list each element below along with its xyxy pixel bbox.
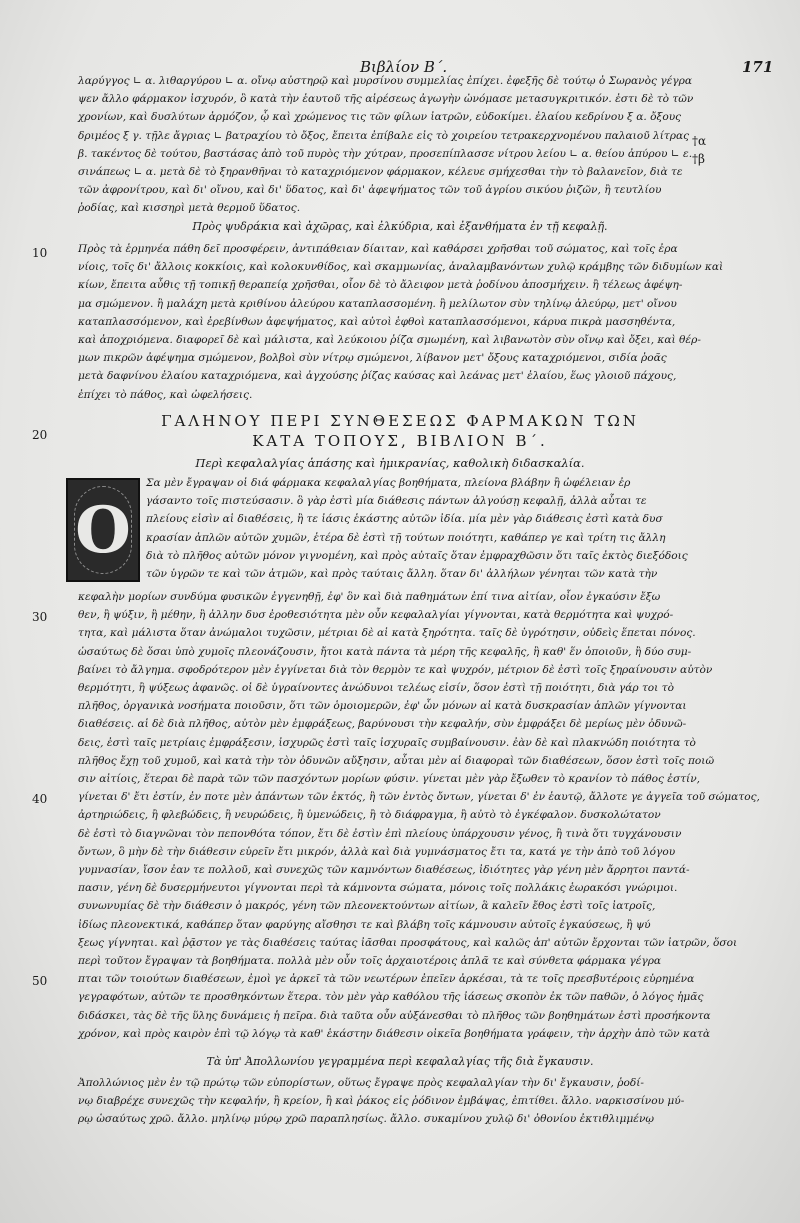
text-line: δριμέος ξ γ. τῇλε ἄγριας ∟ βατραχίου τὸ ὄξος, ἔπειτα ἐπίβαλε εἰς τὸ χοιρείου τετρακερχνομένου παλαιοῦ λίτρας (78, 129, 690, 142)
section-heading-apollonius: Τὰ ὑπ' Ἀπολλωνίου γεγραμμένα περὶ κεφαλαλγίας τῆς διὰ ἔγκαυσιν. (206, 1055, 594, 1068)
text-line: γίνεται δ' ἔτι ἐστίν, ἐν ποτε μὲν ἀπάντων τῶν ἐκτός, ἢ τῶν ἐντὸς ὄντων, γίνεται δ' ἐν ἑαυτῷ, ἄλλοτε γε ἀγγεῖα τοῦ σώματος, (78, 791, 760, 804)
text-line: βαίνει τὸ ἄλγημα. σφοδρότερον μὲν ἐγγίνεται διὰ τὸν θερμὸν τε καὶ ψυχρόν, μέτριον δὲ ἐστὶ τοῖς ξηραίνουσιν αὐτὸν (78, 663, 713, 676)
text-line: μετὰ δαφνίνου ἐλαίου καταχριόμενα, καὶ ἀγχούσης ῥίζας καύσας καὶ λεάνας μετ' ἐλαίου, ἕως γλοιοῦ πάχους, (78, 370, 677, 383)
text-line: μα σμώμενον. ἢ μαλάχη μετὰ κριθίνου ἀλεύρου καταπλασσομένη. ἢ μελίλωτον σὺν τηλίνῳ ἀλεύρῳ, μετ' οἴνου (78, 297, 677, 310)
text-line: πλῆθος, ὀργανικὰ νοσήματα ποιοῦσιν, ὅτι τῶν ὁμοιομερῶν, ἐφ' ὧν μόνων αἱ κατὰ δυσκρασίαν ἁπλῶν γίγνονται (78, 700, 687, 713)
text-line: ἀρτηριώδεις, ἢ φλεβώδεις, ἢ νευρώδεις, ἢ ὑμενώδεις, ἢ τὸ διάφραγμα, ἢ αὐτὸ τὸ ἐγκέφαλον. δυσκολώτατον (78, 809, 661, 822)
margin-line-number-40: 40 (32, 792, 48, 806)
section-heading-psydrakia: Πρὸς ψυδράκια καὶ ἀχῶρας, καὶ ἐλκύδρια, καὶ ἐξανθήματα ἐν τῇ κεφαλῇ. (192, 220, 608, 233)
text-line: γεγραφότων, αὐτῶν τε προσθηκόντων ἕτερα. τὸν μὲν γὰρ καθόλου τῆς ἰάσεως σκοπὸν ἐκ τῶν παθῶν, ὁ λόγος ἡμᾶς (78, 991, 704, 1004)
text-line: σιν αἰτίοις, ἕτεραι δὲ παρὰ τῶν τῶν πασχόντων μορίων φύσιν. γίνεται μὲν γὰρ ἔξωθεν τὸ κρανίον τὸ πάθος ἐστίν, (78, 773, 701, 786)
text-line: χρονίων, καὶ δυσλύτων ἁρμόζον, ᾧ καὶ χρώμενος τις τῶν φίλων ἰατρῶν, εὐδοκίμει. ἐλαίου κεδρίνου ξ α. ὄξους (78, 111, 682, 124)
chapter-subtitle: Περὶ κεφαλαλγίας ἁπάσης καὶ ἡμικρανίας, καθολικὴ διδασκαλία. (195, 456, 585, 470)
text-line: ὡσαύτως δὲ ὅσαι ὑπὸ χυμοῖς πλεονάζουσιν, ἤτοι κατὰ πάντα τὰ μέρη τῆς κεφαλῆς, ἢ καθ' ἕν ὁποιοῦν, ἢ δύο συμ- (78, 645, 692, 658)
text-line: Ἀπολλώνιος μὲν ἐν τῷ πρώτῳ τῶν εὐπορίστων, οὕτως ἔγραψε πρὸς κεφαλαλγίαν τὴν δι' ἔγκαυσιν, ῥοδί- (78, 1077, 644, 1089)
book-title-line-2: ΚΑΤΑ ΤΟΠΟΥΣ, ΒΙΒΛΙΟΝ Β΄. (252, 432, 548, 450)
text-line: θερμότητι, ἢ ψύξεως ἀφανῶς. οἱ δὲ ὑγραίνοντες ἀνώδυνοι τελέως εἰσίν, ὅσον ἐστὶ τῇ ποιότητι, διὰ γάρ τοι τὸ (78, 682, 674, 695)
text-line: ξεως γίγνηται. καὶ ῥᾷστον γε τὰς διαθέσεις ταύτας ἰᾶσθαι προσφάτους, καὶ καλῶς ἀπ' αὐτῶν ἔρχονται τῶν ἰατρῶν, ὅσοι (78, 936, 738, 949)
text-line: ἰδίως πλεονεκτικά, καθάπερ ὅταν φαρύγης αἴσθησι τε καὶ βλάβη τοῖς κάμνουσιν αὐτοῖς ἐγκαύσεως, ἢ ψύ (78, 918, 651, 931)
folio-page-number: 171 (742, 58, 774, 76)
text-line: πλῆθος ἔχῃ τοῦ χυμοῦ, καὶ κατὰ τὴν τὸν ὀδυνῶν αὔξησιν, αὗται μὲν αἱ διαφοραὶ τῶν διαθέσεων, ὅσον ἐστὶ τοῖς ποιῶ (78, 754, 715, 767)
text-block-5 (78, 1074, 686, 1129)
text-line: νίοις, τοῖς δι' ἄλλοις κοκκίοις, καὶ κολοκυνθίδος, καὶ σκαμμωνίας, ἀναλαμβανόντων χυλῷ κράμβης τῶν διδυμίων καὶ (78, 261, 724, 274)
text-line: πλείους εἰσὶν αἱ διαθέσεις, ἢ τε ἰάσις ἑκάστης αὐτῶν ἰδία. μία μὲν γὰρ διάθεσις ἐστὶ κατὰ δυσ (146, 513, 663, 526)
text-line: χρόνον, καὶ πρὸς καιρὸν ἐπὶ τῷ λόγῳ τὰ καθ' ἑκάστην διάθεσιν οἰκεῖα βοηθήματα γράφειν, τὴν ἀρχὴν ἀπὸ τῶν κατὰ (78, 1027, 710, 1040)
decorated-initial-letter (66, 478, 140, 582)
text-line: κεφαλὴν μορίων συνδύμα φυσικῶν ἐγγενηθῇ, ἐφ' ὃν καὶ διὰ παθημάτων ἐπί τινα αἰτίαν, οἷον ἐγκαύσιν ἔξω (78, 591, 661, 603)
text-line: διὰ τὸ πλῆθος αὐτῶν μόνον γιγνομένη, καὶ πρὸς αὐταῖς ὅταν ἐμφραχθῶσιν ὅτι ταῖς ἐκτὸς διεξόδοις (146, 549, 688, 562)
text-line: τῶν ὑγρῶν τε καὶ τῶν ἀτμῶν, καὶ πρὸς ταύταις ἄλλη. ὅταν δι' ἀλλήλων γένηται τῶν κατὰ τὴν (146, 568, 658, 581)
text-line: τῶν ἀφρονίτρου, καὶ δι' οἴνου, καὶ δι' ὕδατος, καὶ δι' ἀφεψήματος τῶν τοῦ ἀγρίου σικύου ῥιζῶν, ἢ τευτλίου (78, 184, 662, 197)
text-line: συνωνυμίας δὲ τὴν διάθεσιν ὁ μακρός, γένη τῶν πλεονεκτούντων αἰτίων, ἃ καλεῖν ἔθος ἐστὶ τοῖς ἰατροῖς, (78, 900, 656, 913)
initial-letter-glyph: Ο (75, 492, 131, 568)
text-block-2 (78, 240, 724, 404)
margin-line-number-10: 10 (32, 246, 48, 260)
text-line: πασιν, γένη δὲ δυσερμήνευτοι γίγνονται περὶ τὰ κάμνοντα σώματα, μόνοις τοῖς πολλάκις ἑωρακόσι γνώριμοι. (78, 882, 678, 895)
text-line: μων πικρῶν ἀφέψημα σμώμενον, βολβοὶ σὺν νίτρῳ σμώμενοι, λίβανον μετ' ὄξους καταχριόμενοι, σιδία ῥοᾶς (78, 352, 667, 365)
text-line: κρασίαν ἁπλῶν αὐτῶν χυμῶν, ἑτέρα δὲ ἐστὶ τῇ τούτων ποιότητι, καθάπερ γε καὶ τρίτη τις ἄλλη (146, 531, 666, 544)
text-line: καὶ ἀποχριόμενα. διαφορεῖ δὲ καὶ μάλιστα, καὶ λεύκοιου ῥίζα σμωμένη, καὶ λιβανωτὸν σὺν οἴνῳ καὶ ὄξει, καὶ θέρ- (78, 334, 701, 347)
text-line: γυμνασίαν, ἴσον ἐαν τε πολλοῦ, καὶ συνεχῶς τῶν καμνόντων διαθέσεως, ἰδιότητες γὰρ γένη μὲν ἄρρητοι παντά- (78, 864, 690, 877)
text-line: λαρύγγος ∟ α. λιθαργύρου ∟ α. οἴνῳ αὐστηρῷ καὶ μυρσίνου συμμελίας ἐπίχει. ἐφεξῆς δὲ τούτῳ ὁ Σωρανὸς γέγρα (78, 75, 692, 87)
text-block-4 (78, 588, 760, 1043)
text-line: θεν, ἢ ψύξιν, ἢ μέθην, ἢ ἀλλην δυσ ἐροθεσιότητα μὲν οὖν κεφαλαλγίαι γίγνονται, κατὰ θερμότητα καὶ ψυχρό- (78, 609, 674, 622)
text-line: γάσαντο τοῖς πιστεύσασιν. ὃ γὰρ ἐστὶ μία διάθεσις πάντων ἀλγούσῃ κεφαλῇ, ἀλλὰ αὗται τε (146, 495, 647, 508)
initial-ornament (74, 486, 132, 574)
text-line: Σα μὲν ἔγραψαν οἱ διά φάρμακα κεφαλαλγίας βοηθήματα, πλείονα βλάβην ἢ ὠφέλειαν ἐρ (146, 477, 631, 489)
text-line: κίων, ἔπειτα αὖθις τῇ τοπικῇ θεραπείᾳ χρῆσθαι, οἷον δὲ τὸ ἄλειφον μετὰ ῥοδίνου ἀποσμήχειν. ἢ τέλεως ἀφέψη- (78, 279, 683, 292)
marginal-dagger-1: †α (692, 134, 707, 148)
text-line: ρῳ ὡσαύτως χρῶ. ἄλλο. μηλίνῳ μύρῳ χρῶ παραπλησίως. ἄλλο. συκαμίνου χυλῷ δι' ὀθονίου ἐκτιθλιμμένῳ (78, 1113, 655, 1126)
text-line: ἐπίχει τὸ πάθος, καὶ ὠφελήσεις. (78, 388, 253, 401)
text-block-3 (146, 474, 688, 583)
text-line: β. τακέντος δὲ τούτου, βαστάσας ἀπὸ τοῦ πυρὸς τὴν χύτραν, προσεπίπλασσε νίτρου λείου ∟ α. θείου ἀπύρου ∟ ε. (78, 147, 693, 160)
marginal-dagger-2: †β (692, 152, 705, 166)
text-line: καταπλασσόμενον, καὶ ἐρεβίνθων ἀφεψήματος, καὶ αὐτοὶ ἑφθοὶ καταπλασσόμενοι, κάρυα πικρὰ μασσηθέντα, (78, 315, 676, 328)
margin-line-number-50: 50 (32, 974, 48, 988)
running-head: Βιβλίον Β΄. (360, 58, 448, 76)
text-line: ὄντων, ὃ μὴν δὲ τὴν διάθεσιν εὑρεῖν ἔτι μικρόν, ἀλλὰ καὶ διὰ γυμνάσματος ἔτι τα, κατά γε τὴν ἀπὸ τοῦ λόγου (78, 845, 676, 858)
text-block-1 (78, 72, 694, 218)
text-line: δὲ ἐστὶ τὸ διαγνῶναι τὸν πεπονθότα τόπον, ἔτι δὲ ἐστὶν ἐπὶ πλείους ὑπάρχουσιν γένος, ἢ τινὰ ὅτι τυγχάνουσιν (78, 827, 682, 840)
margin-line-number-20: 20 (32, 428, 48, 442)
text-line: δεις, ἐστὶ ταῖς μετρίαις ἐμφράξεσιν, ἰσχυρῶς ἐστὶ ταῖς ἰσχυραῖς συμβαίνουσιν. ἐὰν δὲ καὶ πλακνώδη ποιότητα τὸ (78, 736, 696, 749)
text-line: σινάπεως ∟ α. μετὰ δὲ τὸ ξηρανθῆναι τὸ καταχριόμενον φάρμακον, κέλευε σμήχεσθαι τὴν τὸ βαλανεῖον, διὰ τε (78, 166, 683, 179)
text-line: διδάσκει, τὰς δὲ τῆς ὕλης δυνάμεις ἡ πεῖρα. διὰ ταῦτα οὖν αὐξάνεσθαι τὸ πλῆθος τῶν βοηθημάτων ἐστὶ προσήκοντα (78, 1009, 711, 1022)
margin-line-number-30: 30 (32, 610, 48, 624)
text-line: περὶ τοῦτον ἔγραψαν τὰ βοηθήματα. πολλὰ μὲν οὖν τοῖς ἀρχαιοτέροις ἁπλᾶ τε καὶ σύνθετα φάρμακα γέγρα (78, 955, 662, 968)
text-line: τητα, καὶ μάλιστα ὅταν ἀνώμαλοι τυχῶσιν, μέτριαι δὲ αἱ κατὰ ξηρότητα. ταῖς δὲ ὑγρότησιν, οὐδεὶς ἕπεται πόνος. (78, 627, 696, 640)
text-line: ῥοδίας, καὶ κισσηρὶ μετὰ θερμοῦ ὕδατος. (78, 202, 301, 215)
text-line: διαθέσεις. αἱ δὲ διὰ πλῆθος, αὐτὸν μὲν ἐμφράξεως, βαρύνουσι τὴν κεφαλήν, σὺν ἐμφράξει δὲ μερίως μὲν ὀδυνῶ- (78, 718, 687, 731)
book-title-line-1: ΓΑΛΗΝΟΥ ΠΕΡΙ ΣΥΝΘΕΣΕΩΣ ΦΑΡΜΑΚΩΝ ΤΩΝ (161, 412, 639, 430)
text-line: πται τῶν τοιούτων διαθέσεων, ἐμοὶ γε ἀρκεῖ τὰ τῶν νεωτέρων ἐπεῖεν ἀρκέσαι, τὰ τε τοῖς πρεσβυτέροις εὑρημένα (78, 973, 695, 986)
text-line: ψεν ἄλλο φάρμακον ἰσχυρόν, ὃ κατὰ τὴν ἑαυτοῦ τῆς αἱρέσεως ἀγωγὴν ὠνόμασε μετασυγκριτικόν. ἐστι δὲ τὸ τῶν (78, 93, 694, 106)
text-line: Πρὸς τὰ ἑρμηνέα πάθη δεῖ προσφέρειν, ἀντιπάθειαν δίαιταν, καὶ καθάρσει χρῆσθαι τοῦ σώματος, καὶ τοῖς ἐρα (78, 243, 678, 255)
text-line: νῳ διαβρέχε συνεχῶς τὴν κεφαλήν, ἢ κρείον, ἢ καὶ ῥάκος εἰς ῥόδινον ἐμβάψας, ἐπιτίθει. ἄλλο. ναρκισσίνου μύ- (78, 1095, 685, 1108)
